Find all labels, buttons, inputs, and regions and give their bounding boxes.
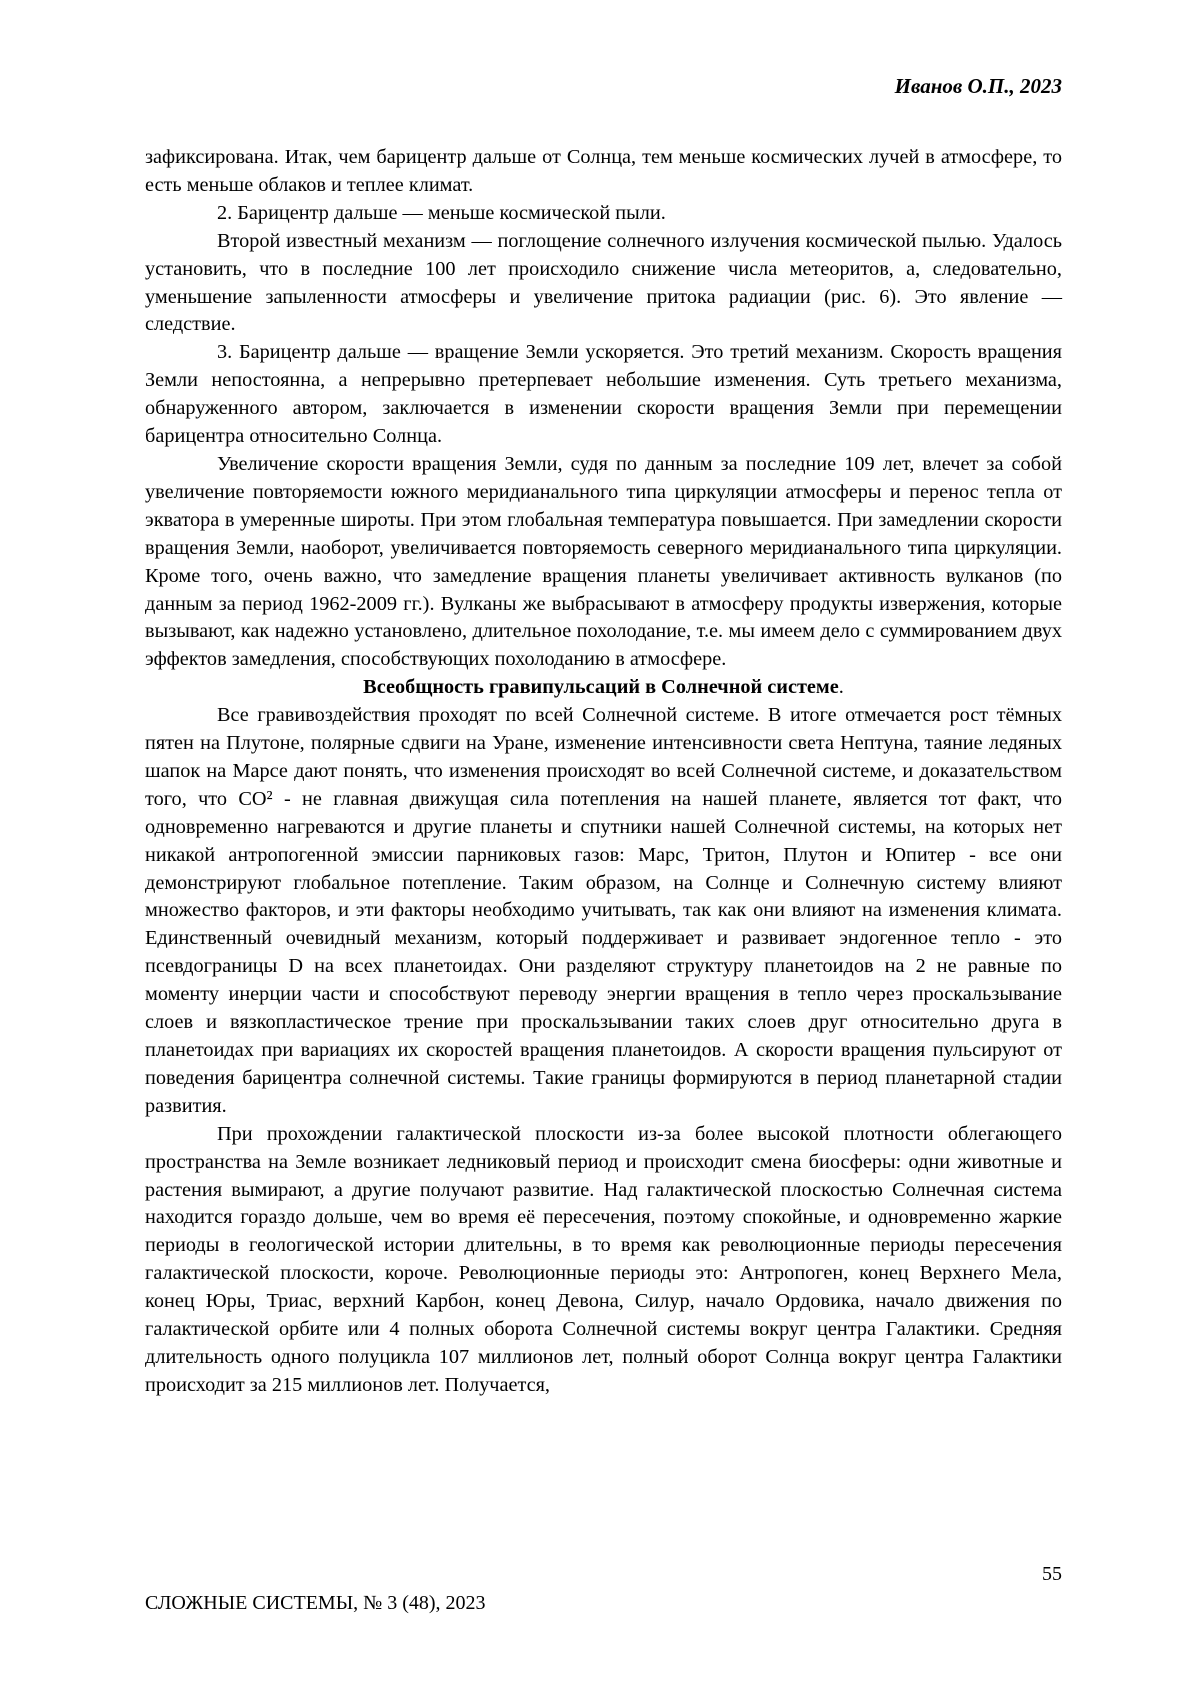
paragraph-2: 2. Барицентр дальше — меньше космической пыли. (217, 201, 666, 224)
page-number: 55 (1042, 1563, 1062, 1585)
paragraph-5: Увеличение скорости вращения Земли, судя по данным за последние 109 лет, влечет за собой увеличение повторяемости южного меридианального типа циркуляции атмосферы и перенос тепла от экватора в умеренные широты. При этом глобальная температура повышается. При замедлении скорости вращения Земли, наоборот, увеличивается повторяемость северного меридианального типа циркуляции. Кроме того, очень важно, что замедление вращения планеты увеличивает активность вулканов (по данным за период 1962-2009 гг.). Вулканы же выбрасывают в атмосферу продукты извержения, которые вызывают, как надежно установлено, длительное похолодание, т.е. мы имеем дело с суммированием двух эффектов замедления, способствующих похолоданию в атмосфере. (145, 452, 1062, 671)
paragraph-7: При прохождении галактической плоскости из-за более высокой плотности облегающего пространства на Земле возникает ледниковый период и происходит смена биосферы: одни животные и растения вымирают, а другие получают развитие. Над галактической плоскостью Солнечная система находится гораздо дольше, чем во время её пересечения, поэтому спокойные, и одновременно жаркие периоды в геологической истории длительны, в то время как революционные периоды пересечения галактической плоскости, короче. Революционные периоды это: Антропоген, конец Верхнего Мела, конец Юры, Триас, верхний Карбон, конец Девона, Силур, начало Ордовика, начало движения по галактической орбите или 4 полных оборота Солнечной системы вокруг центра Галактики. Средняя длительность одного полуцикла 107 миллионов лет, полный оборот Солнца вокруг центра Галактики происходит за 215 миллионов лет. Получается, (145, 1122, 1062, 1396)
journal-footer: СЛОЖНЫЕ СИСТЕМЫ, № 3 (48), 2023 (145, 1592, 486, 1614)
section-heading-period: . (838, 676, 844, 699)
running-head: Иванов О.П., 2023 (894, 74, 1062, 98)
section-heading-title: Всеобщность гравипульсаций в Солнечной системе (363, 676, 839, 699)
article-body (145, 144, 1062, 1400)
section-heading (145, 674, 1062, 702)
paragraph-3: Второй известный механизм — поглощение солнечного излучения космической пылью. Удалось установить, что в последние 100 лет происходило снижение числа метеоритов, а, следовательно, уменьшение запыленности атмосферы и увеличение притока радиации (рис. 6). Это явление — следствие. (145, 229, 1062, 336)
paragraph-4: 3. Барицентр дальше — вращение Земли ускоряется. Это третий механизм. Скорость вращения Земли непостоянна, а непрерывно претерпевает небольшие изменения. Суть третьего механизма, обнаруженного автором, заключается в изменении скорости вращения Земли при перемещении барицентра относительно Солнца. (145, 341, 1062, 448)
paragraph-1: зафиксирована. Итак, чем барицентр дальше от Солнца, тем меньше космических лучей в атмосфере, то есть меньше облаков и теплее климат. (145, 146, 1062, 196)
paragraph-6: Все гравивоздействия проходят по всей Солнечной системе. В итоге отмечается рост тёмных пятен на Плутоне, полярные сдвиги на Уране, изменение интенсивности света Нептуна, таяние ледяных шапок на Марсе дают понять, что изменения происходят во всей Солнечной системе, и доказательством того, что CO² - не главная движущая сила потепления на нашей планете, является тот факт, что одновременно нагреваются и другие планеты и спутники нашей Солнечной системы, на которых нет никакой антропогенной эмиссии парниковых газов: Марс, Тритон, Плутон и Юпитер - все они демонстрируют глобальное потепление. Таким образом, на Солнце и Солнечную систему влияют множество факторов, и эти факторы необходимо учитывать, так как они влияют на изменения климата. Единственный очевидный механизм, который поддерживает и развивает эндогенное тепло - это псевдограницы D на всех планетоидах. Они разделяют структуру планетоидов на 2 не равные по моменту инерции части и способствуют переводу энергии вращения в тепло через проскальзывание слоев и вязкопластическое трение при проскальзывании таких слоев друг относительно друга в планетоидах при вариациях их скоростей вращения планетоидов. А скорости вращения пульсируют от поведения барицентра солнечной системы. Такие границы формируются в период планетарной стадии развития. (145, 704, 1062, 1117)
